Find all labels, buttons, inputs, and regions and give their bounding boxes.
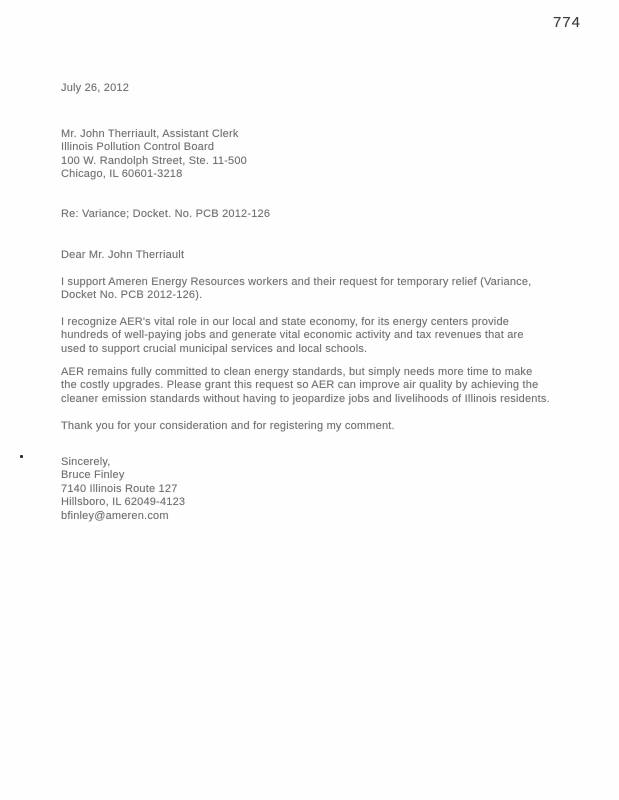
recipient-line-name: Mr. John Therriault, Assistant Clerk	[61, 128, 239, 140]
signature-block	[61, 456, 185, 523]
recipient-line-city: Chicago, IL 60601-3218	[61, 168, 183, 181]
paragraph-line: Thank you for your consideration and for registering my comment.	[61, 420, 395, 432]
salutation: Dear Mr. John Therriault	[61, 249, 185, 261]
paragraph-line: I recognize AER's vital role in our local and state economy, for its energy centers provide	[61, 316, 510, 328]
scan-speck	[20, 455, 23, 458]
paragraph-line: Docket No. PCB 2012-126).	[61, 289, 203, 302]
paragraph-line: AER remains fully committed to clean energy standards, but simply needs more time to make	[61, 366, 533, 378]
signature-street: 7140 Illinois Route 127	[61, 482, 178, 495]
letter-date: July 26, 2012	[61, 82, 130, 94]
signature-name: Bruce Finley	[61, 469, 125, 482]
page-number: 774	[552, 14, 581, 31]
signature-email: bfinley@ameren.com	[61, 509, 169, 522]
closing: Sincerely,	[61, 456, 111, 468]
recipient-address	[61, 128, 247, 182]
paragraph-support	[61, 276, 566, 303]
paragraph-line: hundreds of well-paying jobs and generate vital economic activity and tax revenues that are	[61, 329, 524, 342]
paragraph-line: cleaner emission standards without having to jeopardize jobs and livelihoods of Illinois residents.	[61, 392, 550, 405]
re-line: Re: Variance; Docket. No. PCB 2012-126	[61, 208, 271, 220]
signature-city: Hillsboro, IL 62049-4123	[61, 496, 186, 509]
paragraph-thanks	[61, 420, 566, 433]
paragraph-line: used to support crucial municipal services and local schools.	[61, 342, 368, 355]
paragraph-economy	[61, 316, 566, 356]
paragraph-line: the costly upgrades. Please grant this request so AER can improve air quality by achieving the	[61, 379, 539, 392]
recipient-line-org: Illinois Pollution Control Board	[61, 141, 215, 154]
paragraph-request	[61, 366, 573, 406]
paragraph-line: I support Ameren Energy Resources workers and their request for temporary relief (Variance,	[61, 276, 532, 288]
recipient-line-street: 100 W. Randolph Street, Ste. 11-500	[61, 154, 247, 167]
